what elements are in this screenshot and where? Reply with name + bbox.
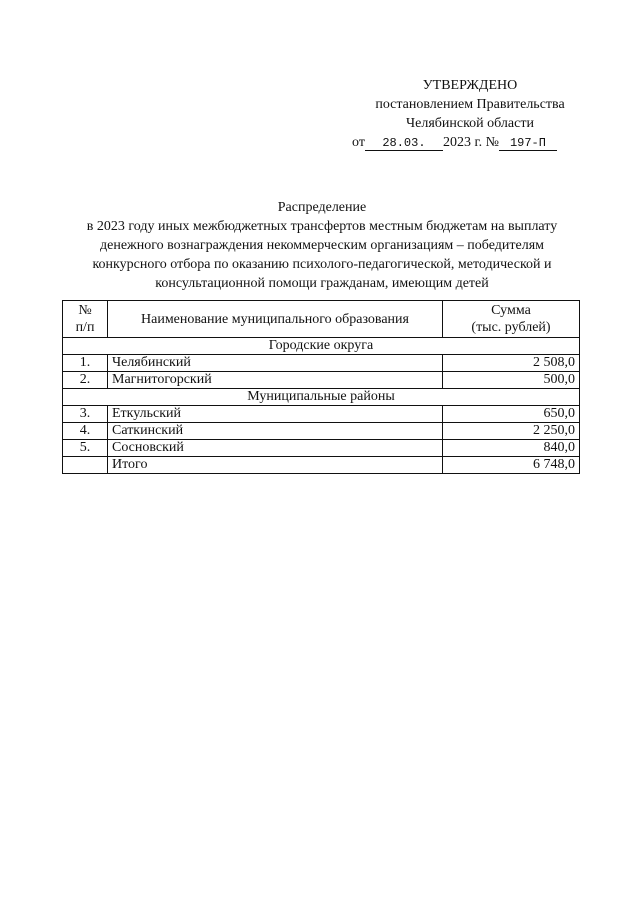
table-row <box>63 406 580 423</box>
table-row <box>63 355 580 372</box>
table-row <box>63 372 580 389</box>
total-row <box>63 457 580 474</box>
row-number: 1. <box>63 355 108 372</box>
approval-stamp <box>340 76 600 152</box>
header-number <box>63 301 108 338</box>
row-amount: 840,0 <box>443 440 580 457</box>
section-city-districts: Городские округа <box>63 338 580 355</box>
row-number: 5. <box>63 440 108 457</box>
approval-title: УТВЕРЖДЕНО <box>422 78 518 93</box>
row-amount: 650,0 <box>443 406 580 423</box>
approval-line-2: Челябинской области <box>406 116 534 131</box>
section-municipal-districts: Муниципальные районы <box>63 389 580 406</box>
approval-number: 197-П <box>499 136 557 151</box>
approval-line-1: постановлением Правительства <box>375 97 565 112</box>
table-row <box>63 440 580 457</box>
row-amount: 2 250,0 <box>443 423 580 440</box>
total-amount: 6 748,0 <box>443 457 580 474</box>
section-row-city-districts <box>63 338 580 355</box>
row-name: Челябинский <box>108 355 443 372</box>
document-heading <box>62 198 582 293</box>
row-name: Еткульский <box>108 406 443 423</box>
section-row-municipal-districts <box>63 389 580 406</box>
header-number-line-2: п/п <box>75 320 95 335</box>
row-name: Магнитогорский <box>108 372 443 389</box>
header-name: Наименование муниципального образования <box>108 301 443 338</box>
approval-year: 2023 г. <box>442 135 483 150</box>
header-sum-line-2: (тыс. рублей) <box>471 320 551 335</box>
header-sum-line-1: Сумма <box>491 303 531 318</box>
total-number-cell <box>63 457 108 474</box>
header-number-line-1: № <box>78 303 92 318</box>
total-label: Итого <box>108 457 443 474</box>
table-header-row <box>63 301 580 338</box>
document-title: Распределение <box>277 200 367 215</box>
row-number: 4. <box>63 423 108 440</box>
row-name: Саткинский <box>108 423 443 440</box>
table-row <box>63 423 580 440</box>
row-amount: 2 508,0 <box>443 355 580 372</box>
row-name: Сосновский <box>108 440 443 457</box>
row-number: 2. <box>63 372 108 389</box>
row-amount: 500,0 <box>443 372 580 389</box>
approval-from-label: от <box>352 135 365 150</box>
document-subtitle: в 2023 году иных межбюджетных трансфертов местным бюджетам на выплату денежного вознаграждения некоммерческим организациям – победителям конкурсного отбора по оказанию психолого-педагогической, методической и консультационной помощи гражданам, имеющим детей <box>86 219 558 291</box>
approval-number-sign: № <box>485 135 499 150</box>
approval-date-line <box>340 133 600 152</box>
distribution-table <box>62 300 580 474</box>
header-sum <box>443 301 580 338</box>
approval-date: 28.03. <box>365 136 443 151</box>
row-number: 3. <box>63 406 108 423</box>
